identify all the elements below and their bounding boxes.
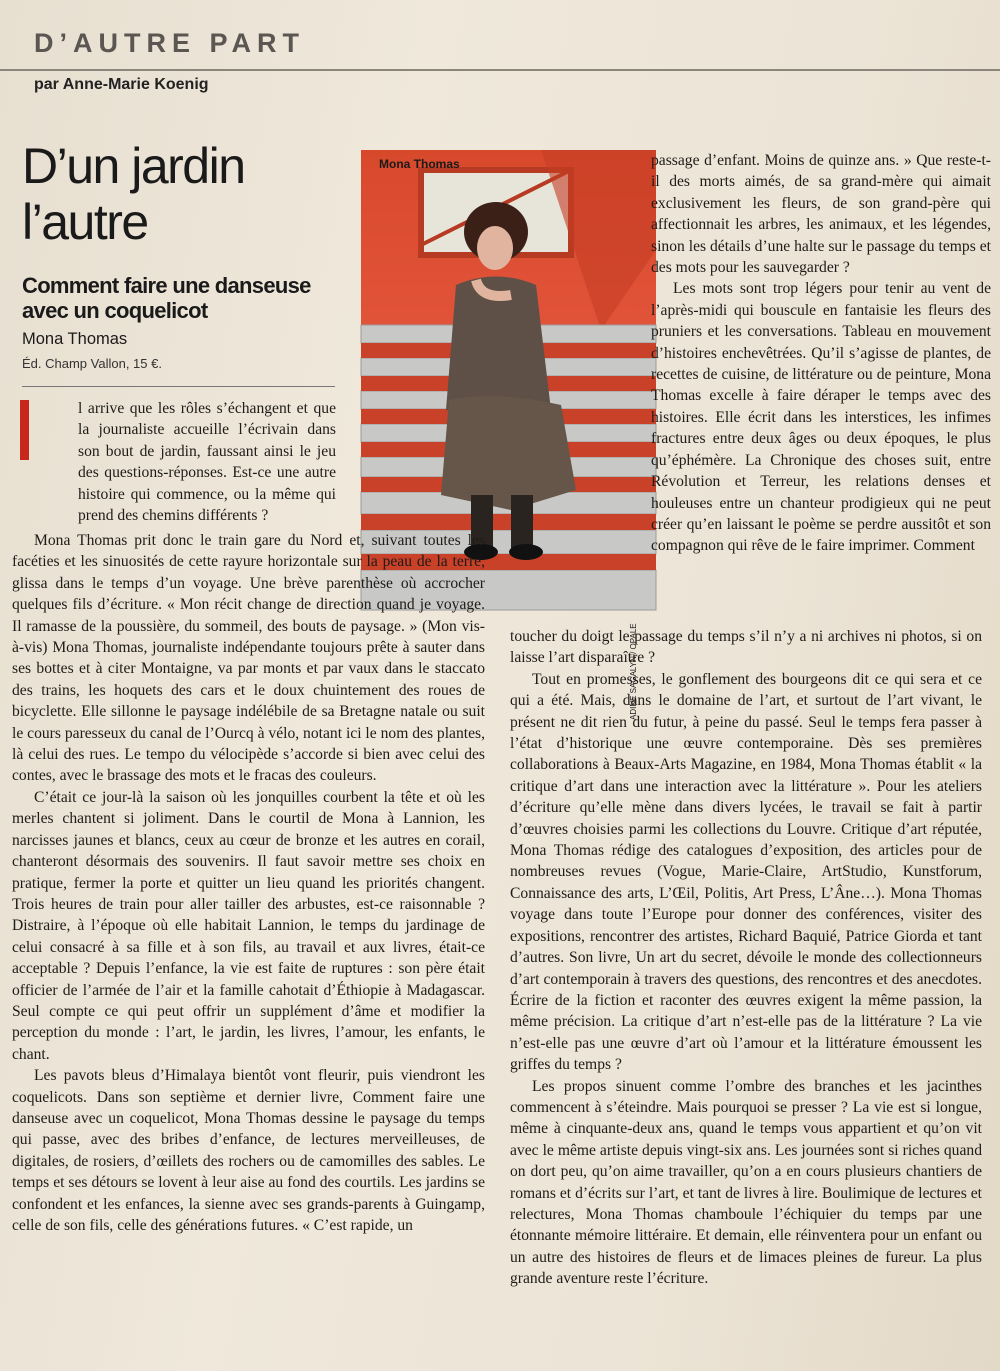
book-publisher: Éd. Champ Vallon, 15 €. [22,356,162,371]
article-paragraph: Mona Thomas prit donc le train gare du Nord et, suivant toutes les facéties et les sinuosités de cette rayure horizontale sur la peau de la terre, glissa dans le temps d’un voyage. Une brève parenthèse où accrocher quelques fils d’écriture. « Mon récit change de direction quand je voyage. Il ramasse de la poussière, du sommeil, des bouts de paysage. » (Mon vis-à-vis) Mona Thomas, journaliste indépendante toujours prête à sauter dans ses bottes et à citer Montaigne, va par monts et par vaux dans le staccato des trains, les hoquets des cars et le doux chuintement des roues de bicyclette. Elle sillonne le paysage indélébile de sa Bretagne natale ou suit le cours paresseux du canal de l’Ourcq à vélo, notant ici le nom des plantes, là celui des rues. Le tempo du vélocipède s’accorde si bien avec celui des contes, avec le brassage des mots et le fracas des couleurs. [12,532,485,785]
section-rubric: D’AUTRE PART [34,28,305,58]
article-column-left [12,530,485,1236]
article-paragraph: C’était ce jour-là la saison où les jonquilles courbent la tête et où les merles chantent si joliment. Dans le courtil de Mona à Lannion, les narcisses jaunes et blancs, ceux au cœur de bronze et les autres en corail, chanteront désormais des souvenirs. Il faut savoir mettre ses choix en pratique, fermer la porte et quitter un lieu quand les priorités changent. Trois heures de train pour aller tailler des arbustes, est-ce raisonnable ? Distraire, à l’époque où elle habitait Lannion, le temps du jardinage de celui consacré à sa fille et à son fils, au travail et aux livres, était-ce acceptable ? Depuis l’enfance, la vie est faite de ruptures : son père était officier de l’armée de l’air et la famille cahotait d’Éthiopie à Madagascar. Seul compte ce qui peut offrir un supplément d’âme et modifier la perception du monde : l’art, le jardin, les livres, l’amour, les enfants, le chant. [12,788,485,1063]
article-column-right-top [651,150,991,557]
intro-divider [22,386,335,387]
drop-cap-i [20,400,29,460]
intro-paragraph: l arrive que les rôles s’échangent et que la journaliste accueille l’écrivain dans son bout de jardin, faussant ainsi le jeu des questions-réponses. Est-ce une autre histoire qui commence, ou la même qui prend des chemins différents ? [78,400,336,525]
article-paragraph: Tout en promesses, le gonflement des bourgeons dit ce qui sera et ce qui a été. Mais, dans le domaine de l’art, et surtout de l’art vivant, le présent ne dit rien du futur, à peine du passé. Seul le temps fera passer à l’état d’historique une œuvre contemporaine. Dès ses premières collaborations à Beaux-Arts Magazine, en 1984, Mona Thomas établit « la critique d’art dans une interaction avec la littérature ». Pour les ateliers d’écriture qu’elle mène dans divers lycées, le travail se fait à partir d’œuvres choisies parmi les collections du Louvre. Critique d’art réputée, Mona Thomas rédige des catalogues d’exposition, des articles pour de nombreuses revues (Vogue, Marie-Claire, ArtStudio, Kunstforum, Connaissance des arts, L’Œil, Politis, Art Press, L’Âne…). Mona Thomas voyage dans toute l’Europe pour donner des conférences, visiter des expositions, rencontrer des artistes, Richard Baquié, Patrice Giorda et tant d’autres. Son livre, Un art du secret, dévoile le monde des collectionneurs d’art contemporain à travers des questions, des rencontres et des anecdotes. Écrire de la fiction et raconter des œuvres exigent la même passion, la même précision. La critique d’art n’est-elle pas de la littérature ? La vie n’est-elle pas une œuvre d’art où l’amour et la littérature émoussent les griffes du temps ? [510,670,982,1074]
photo-credit: ADINE SAGALYN / OPALE [629,623,638,720]
book-author: Mona Thomas [22,330,128,348]
rubric-divider [0,69,1000,71]
photo-caption: Mona Thomas [379,157,460,171]
article-paragraph: Les mots sont trop légers pour tenir au vent de l’après-midi qui bouscule en fantaisie les fleurs des pruniers et les conversations. Tableau en mouvement d’histoires enchevêtrées. Qu’il s’agisse de plantes, de recettes de cuisine, de littérature ou de peinture, Mona Thomas excelle à faire déraper le temps avec des histoires. Elle écrit dans les interstices, les infimes fractures entre deux âges ou deux époques, le plus qu’éphémère. La Chronique des choses suit, entre Révolution et Terreur, les relations denses et houleuses entre un chanteur prodigieux qui ne peut créer qu’en laissant le poème se perdre aussitôt et son compagnon qui rêve de le faire imprimer. Comment [651,280,991,555]
book-title: Comment faire une danseuse avec un coquelicot [22,273,311,323]
article-column-right [510,623,982,1290]
article-paragraph: Les propos sinuent comme l’ombre des branches et les jacinthes commencent à s’éteindre. Mais pourquoi se presser ? La vie est si longue, même à cinquante-deux ans, quand le temps vous appartient et qu’on vit avec le même artiste depuis vingt-six ans. Les journées sont si riches quand on dort peu, qu’on aime travailler, qu’on a en cours plusieurs chantiers de romans et d’écrits sur l’art, et tant de livres à lire. Boulimique de lectures et relectures, Mona Thomas chamboule l’échiquier du temps par une étonnante mémoire littéraire. Et demain, elle réinventera pour un enfant ou un autre des histoires de fleurs et de limaces pleines de fureur. La plus grande aventure reste l’écriture. [510,1077,982,1288]
article-paragraph: toucher du doigt le passage du temps s’il n’y a ni archives ni photos, si on laisse l’art disparaître ? [510,628,982,667]
article-paragraph: passage d’enfant. Moins de quinze ans. » Que reste-t-il des morts aimés, de sa grand-mère qui aimait exclusivement les fleurs, de son grand-père qui affectionnait les arbres, les animaux, et les légendes, sinon les détails d’une halte sur le passage du temps et des mots pour les sauvegarder ? [651,152,991,277]
page-title: D’un jardin l’autre [22,138,245,250]
article-paragraph: Les pavots bleus d’Himalaya bientôt vont fleurir, puis viendront les coquelicots. Dans son septième et dernier livre, Comment faire une danseuse avec un coquelicot, Mona Thomas dessine le paysage du temps qui passe, avec des bribes d’enfance, de lectures merveilleuses, de digitales, de rosiers, d’œillets des rochers ou de camomilles des sables. Le temps et ses détours se lovent à leur aise au fond des courtils. Les jardins se confondent et les enfances, la sienne avec ses grands-parents à Guingamp, celle de son fils, celle des générations futures. « C’est rapide, un [12,1067,485,1234]
byline: par Anne-Marie Koenig [34,76,209,93]
article-intro [78,398,336,526]
